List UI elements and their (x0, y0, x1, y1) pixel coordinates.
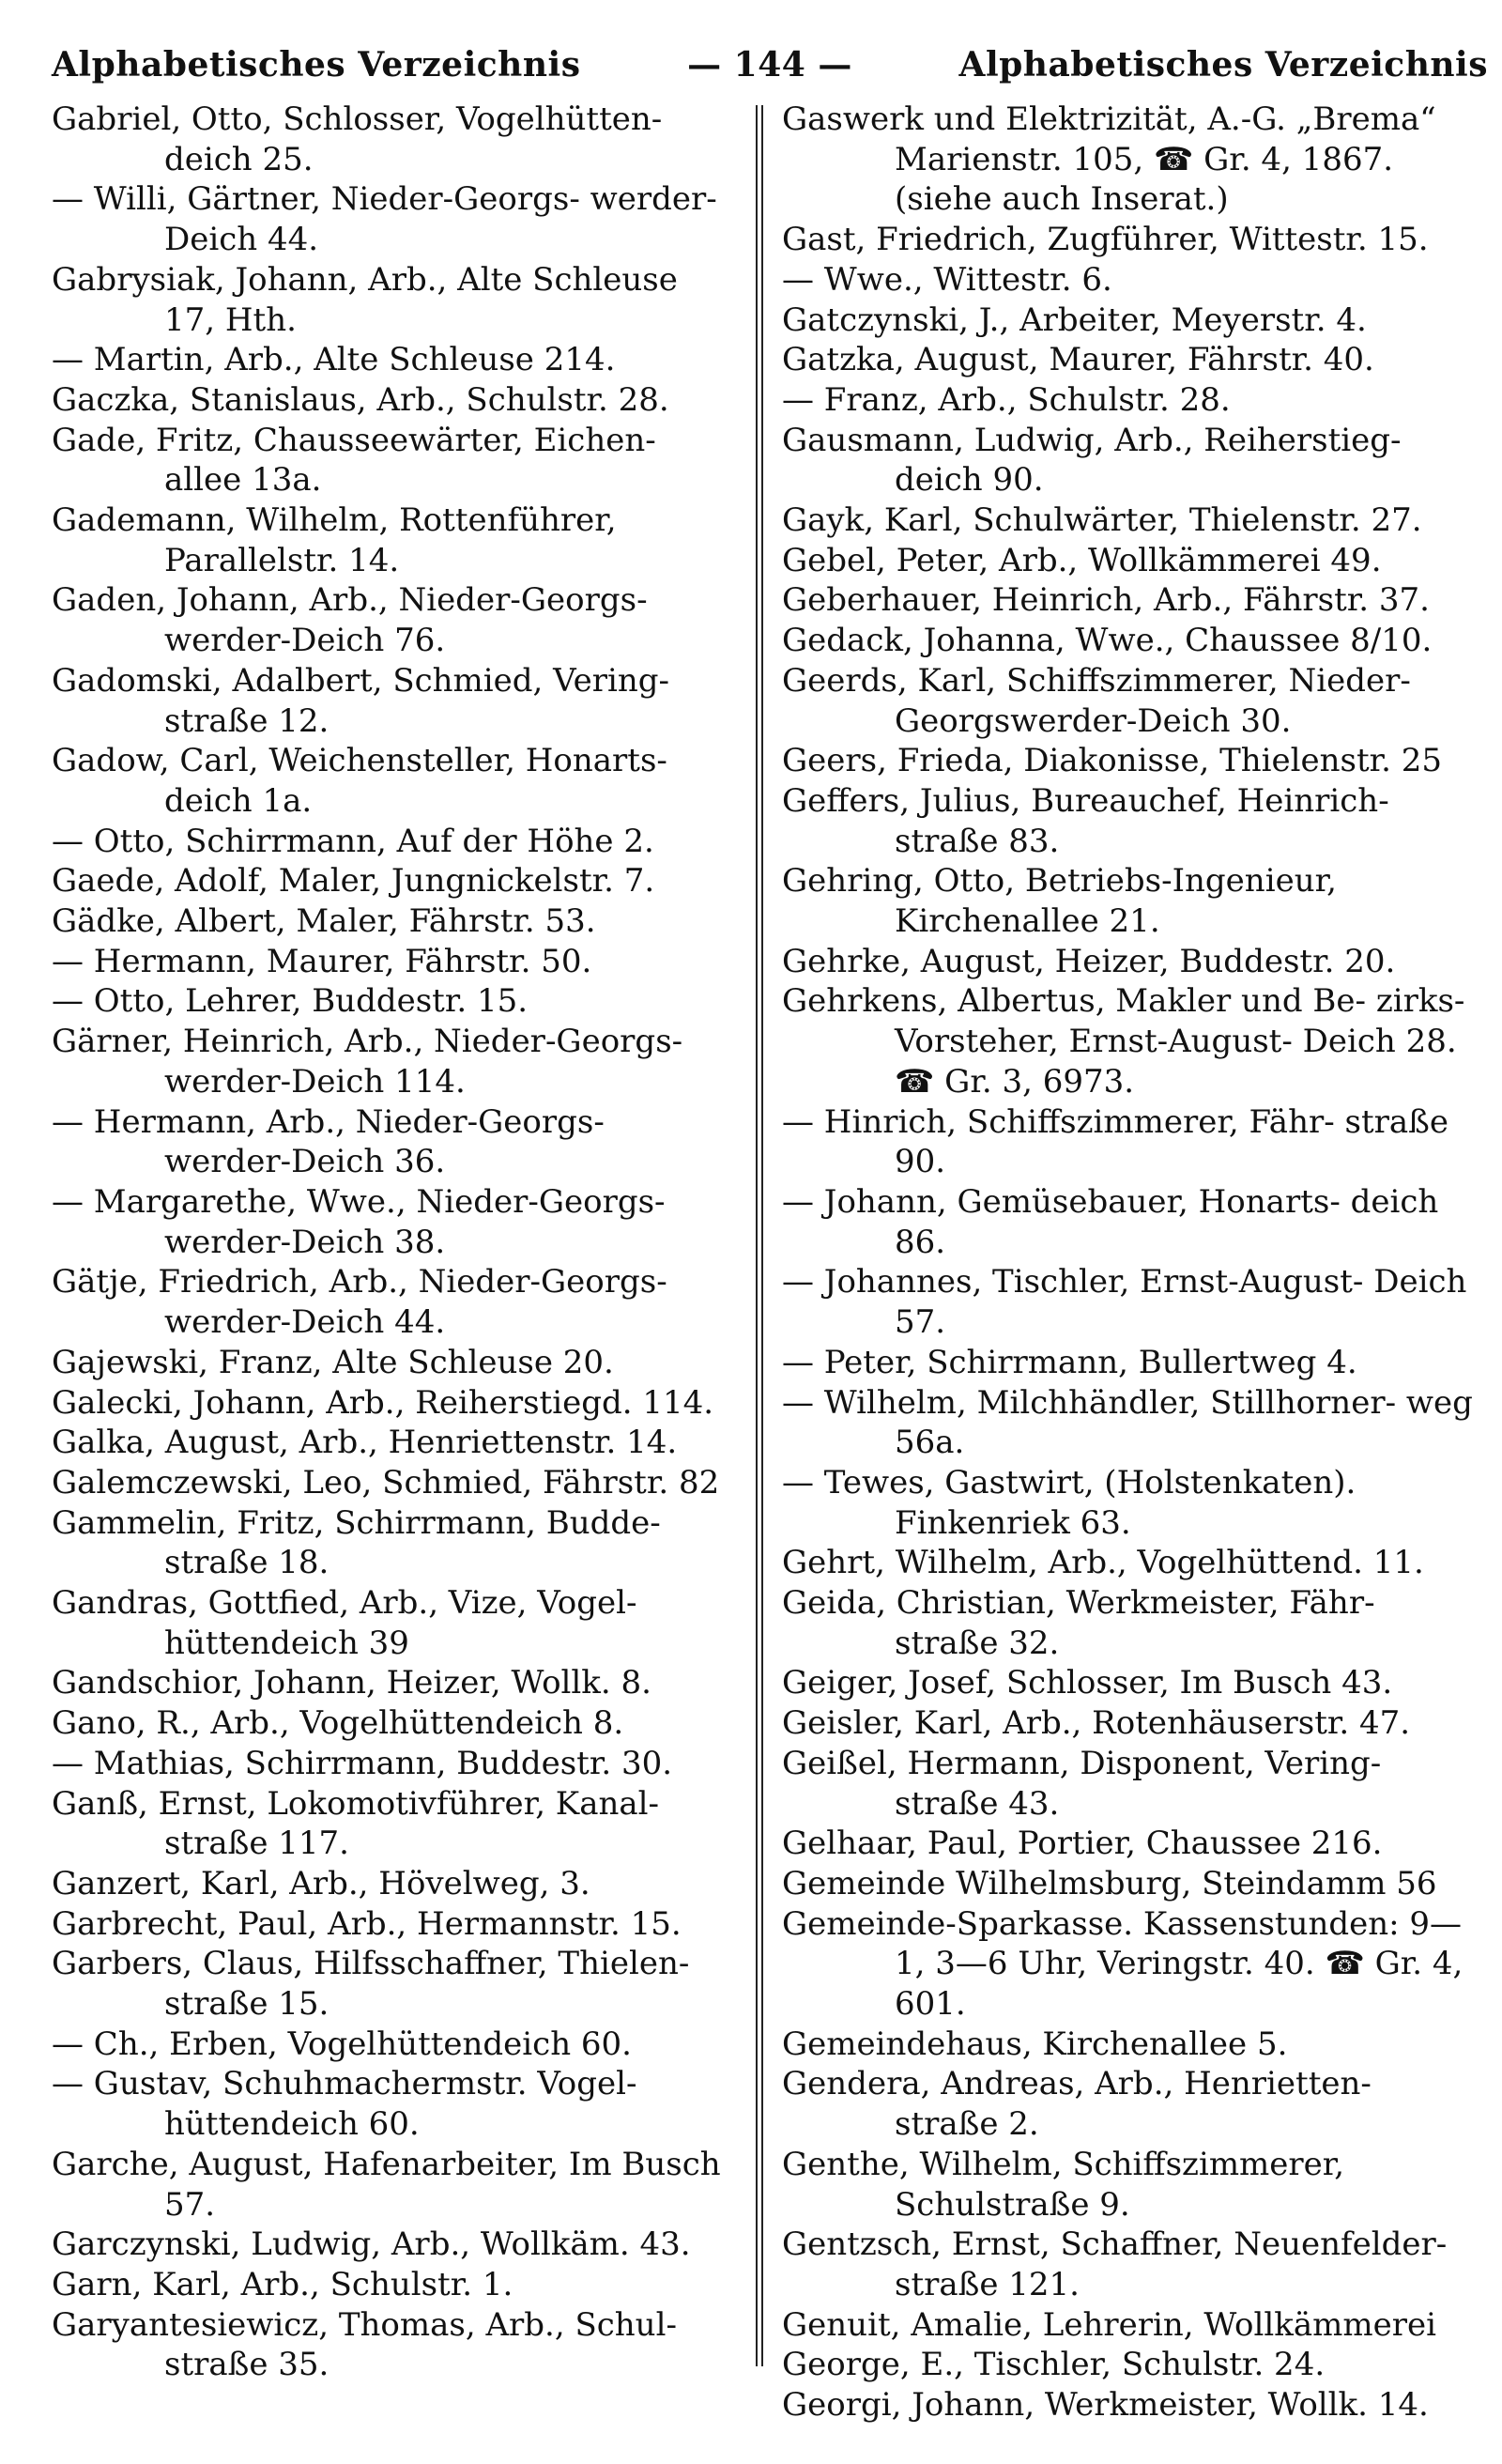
directory-entry: Geiger, Josef, Schlosser, Im Busch 43. (782, 1664, 1393, 1702)
directory-entry: Geida, Christian, Werkmeister, Fähr- straße 32. (782, 1584, 1375, 1662)
directory-entry: — Margarethe, Wwe., Nieder-Georgs- werder-Deich 38. (52, 1182, 666, 1261)
directory-entry: Gaczka, Stanislaus, Arb., Schulstr. 28. (52, 380, 669, 419)
directory-entry: Geißel, Hermann, Disponent, Vering- straße 43. (782, 1744, 1382, 1823)
directory-entry: Galecki, Johann, Arb., Reiherstiegd. 114. (52, 1383, 714, 1422)
directory-entry: — Hermann, Arb., Nieder-Georgs- werder-Deich 36. (52, 1102, 605, 1181)
directory-entry: Gandschior, Johann, Heizer, Wollk. 8. (52, 1664, 651, 1702)
directory-entry: Gemeindehaus, Kirchenallee 5. (782, 2025, 1288, 2063)
directory-entry: — Wilhelm, Milchhändler, Stillhorner- weg 56a. (782, 1383, 1473, 1462)
directory-entry: — Mathias, Schirrmann, Buddestr. 30. (52, 1744, 673, 1782)
directory-entry: Gade, Fritz, Chausseewärter, Eichen- allee 13a. (52, 421, 656, 500)
directory-entry: Gädke, Albert, Maler, Fährstr. 53. (52, 902, 596, 941)
directory-entry: George, E., Tischler, Schulstr. 24. (782, 2346, 1326, 2384)
directory-entry: Gemeinde-Sparkasse. Kassenstunden: 9—1, 3—6 Uhr, Veringstr. 40. ☎ Gr. 4, 601. (782, 1904, 1464, 2024)
header-right-title: Alphabetisches Verzeichnis (958, 45, 1488, 85)
header-left-title: Alphabetisches Verzeichnis (52, 45, 581, 85)
page-number: — 144 — (687, 45, 852, 85)
directory-entry: — Martin, Arb., Alte Schleuse 214. (52, 341, 616, 379)
directory-entry: — Hinrich, Schiffszimmerer, Fähr- straße 90. (782, 1102, 1448, 1181)
directory-entry: Gadow, Carl, Weichensteller, Honarts- deich 1a. (52, 742, 667, 820)
directory-entry: — Johannes, Tischler, Ernst-August- Deich 57. (782, 1263, 1467, 1342)
directory-entry: Geberhauer, Heinrich, Arb., Fährstr. 37. (782, 581, 1430, 620)
directory-entry: — Otto, Lehrer, Buddestr. 15. (52, 982, 529, 1021)
directory-entry: Garyantesiewicz, Thomas, Arb., Schul- straße 35. (52, 2305, 677, 2384)
directory-entry: Ganzert, Karl, Arb., Hövelweg, 3. (52, 1864, 590, 1902)
directory-entry: Ganß, Ernst, Lokomotivführer, Kanal- straße 117. (52, 1784, 660, 1863)
directory-entry: Galemczewski, Leo, Schmied, Fährstr. 82 (52, 1463, 720, 1502)
directory-entry: Garbers, Claus, Hilfsschaffner, Thielen- straße 15. (52, 1945, 690, 2024)
directory-entry: Gebel, Peter, Arb., Wollkämmerei 49. (782, 541, 1382, 579)
directory-entry: — Hermann, Maurer, Fährstr. 50. (52, 942, 592, 980)
directory-entry: Geerds, Karl, Schiffszimmerer, Nieder- Georgswerder-Deich 30. (782, 661, 1411, 740)
directory-entry: Garche, August, Hafenarbeiter, Im Busch 57. (52, 2145, 721, 2224)
directory-entry: Gaswerk und Elektrizität, A.-G. „Brema“ Marienstr. 105, ☎ Gr. 4, 1867. (siehe auch Inserat.) (782, 100, 1436, 219)
right-column (782, 100, 1479, 2425)
directory-entry: Gentzsch, Ernst, Schaffner, Neuenfelder- straße 121. (782, 2225, 1448, 2303)
directory-entry: Gabriel, Otto, Schlosser, Vogelhütten- deich 25. (52, 100, 663, 178)
directory-entry: — Willi, Gärtner, Nieder-Georgs- werder-Deich 44. (52, 180, 717, 259)
directory-entry: — Ch., Erben, Vogelhüttendeich 60. (52, 2025, 632, 2063)
directory-entry: Genthe, Wilhelm, Schiffszimmerer, Schulstraße 9. (782, 2145, 1345, 2224)
directory-entry: Gabrysiak, Johann, Arb., Alte Schleuse 17, Hth. (52, 260, 678, 339)
directory-entry: Geisler, Karl, Arb., Rotenhäuserstr. 47. (782, 1704, 1411, 1743)
directory-entry: — Gustav, Schuhmachermstr. Vogel- hüttendeich 60. (52, 2065, 637, 2144)
directory-entry: — Tewes, Gastwirt, (Holstenkaten). Finkenriek 63. (782, 1463, 1356, 1542)
directory-entry: Gatzka, August, Maurer, Fährstr. 40. (782, 341, 1374, 379)
directory-entry: Gehrt, Wilhelm, Arb., Vogelhüttend. 11. (782, 1544, 1424, 1582)
directory-entry: Galka, August, Arb., Henriettenstr. 14. (52, 1424, 678, 1462)
directory-entry: Geffers, Julius, Bureauchef, Heinrich- straße 83. (782, 781, 1389, 860)
directory-entry: Gayk, Karl, Schulwärter, Thielenstr. 27. (782, 501, 1422, 540)
directory-entry: Gätje, Friedrich, Arb., Nieder-Georgs- werder-Deich 44. (52, 1263, 667, 1342)
directory-entry: Genuit, Amalie, Lehrerin, Wollkämmerei (782, 2305, 1436, 2344)
column-divider-right (761, 105, 763, 2366)
column-divider-left (756, 105, 758, 2366)
directory-entry: Gademann, Wilhelm, Rottenführer, Parallelstr. 14. (52, 501, 617, 579)
directory-entry: Gajewski, Franz, Alte Schleuse 20. (52, 1343, 614, 1381)
left-column (52, 100, 732, 2384)
directory-entry: Gaede, Adolf, Maler, Jungnickelstr. 7. (52, 862, 655, 901)
directory-entry: Gendera, Andreas, Arb., Henrietten- straße 2. (782, 2065, 1372, 2144)
directory-entry: Gadomski, Adalbert, Schmied, Vering- straße 12. (52, 661, 670, 740)
directory-entry: Gatczynski, J., Arbeiter, Meyerstr. 4. (782, 300, 1367, 339)
directory-entry: Geers, Frieda, Diakonisse, Thielenstr. 25 (782, 742, 1443, 780)
directory-entry: Gehring, Otto, Betriebs-Ingenieur, Kirchenallee 21. (782, 862, 1337, 941)
directory-entry: Gast, Friedrich, Zugführer, Wittestr. 15. (782, 221, 1429, 259)
directory-entry: Georgi, Johann, Werkmeister, Wollk. 14. (782, 2386, 1429, 2425)
page-header (52, 38, 1488, 94)
directory-entry: — Johann, Gemüsebauer, Honarts- deich 86. (782, 1182, 1439, 1261)
directory-entry: — Franz, Arb., Schulstr. 28. (782, 380, 1231, 419)
directory-entry: Gemeinde Wilhelmsburg, Steindamm 56 (782, 1864, 1437, 1902)
directory-entry: Gehrke, August, Heizer, Buddestr. 20. (782, 942, 1396, 980)
directory-entry: Gandras, Gottfied, Arb., Vize, Vogel- hüttendeich 39 (52, 1584, 637, 1662)
directory-entry: — Wwe., Wittestr. 6. (782, 260, 1112, 299)
directory-entry: — Otto, Schirrmann, Auf der Höhe 2. (52, 822, 654, 860)
directory-entry: Gaden, Johann, Arb., Nieder-Georgs- werder-Deich 76. (52, 581, 648, 660)
directory-entry: Gedack, Johanna, Wwe., Chaussee 8/10. (782, 622, 1433, 660)
directory-entry: Garbrecht, Paul, Arb., Hermannstr. 15. (52, 1904, 682, 1943)
directory-entry: Garczynski, Ludwig, Arb., Wollkäm. 43. (52, 2225, 691, 2264)
directory-entry: Gausmann, Ludwig, Arb., Reiherstieg- deich 90. (782, 421, 1402, 500)
directory-entry: — Peter, Schirrmann, Bullertweg 4. (782, 1343, 1357, 1381)
directory-entry: Gelhaar, Paul, Portier, Chaussee 216. (782, 1825, 1383, 1863)
directory-entry: Gärner, Heinrich, Arb., Nieder-Georgs- werder-Deich 114. (52, 1023, 683, 1101)
directory-entry: Garn, Karl, Arb., Schulstr. 1. (52, 2265, 513, 2303)
directory-entry: Gammelin, Fritz, Schirrmann, Budde- straße 18. (52, 1503, 661, 1582)
directory-entry: Gehrkens, Albertus, Makler und Be- zirks-Vorsteher, Ernst-August- Deich 28. ☎ Gr. 3, 6973. (782, 982, 1465, 1101)
directory-entry: Gano, R., Arb., Vogelhüttendeich 8. (52, 1704, 624, 1743)
